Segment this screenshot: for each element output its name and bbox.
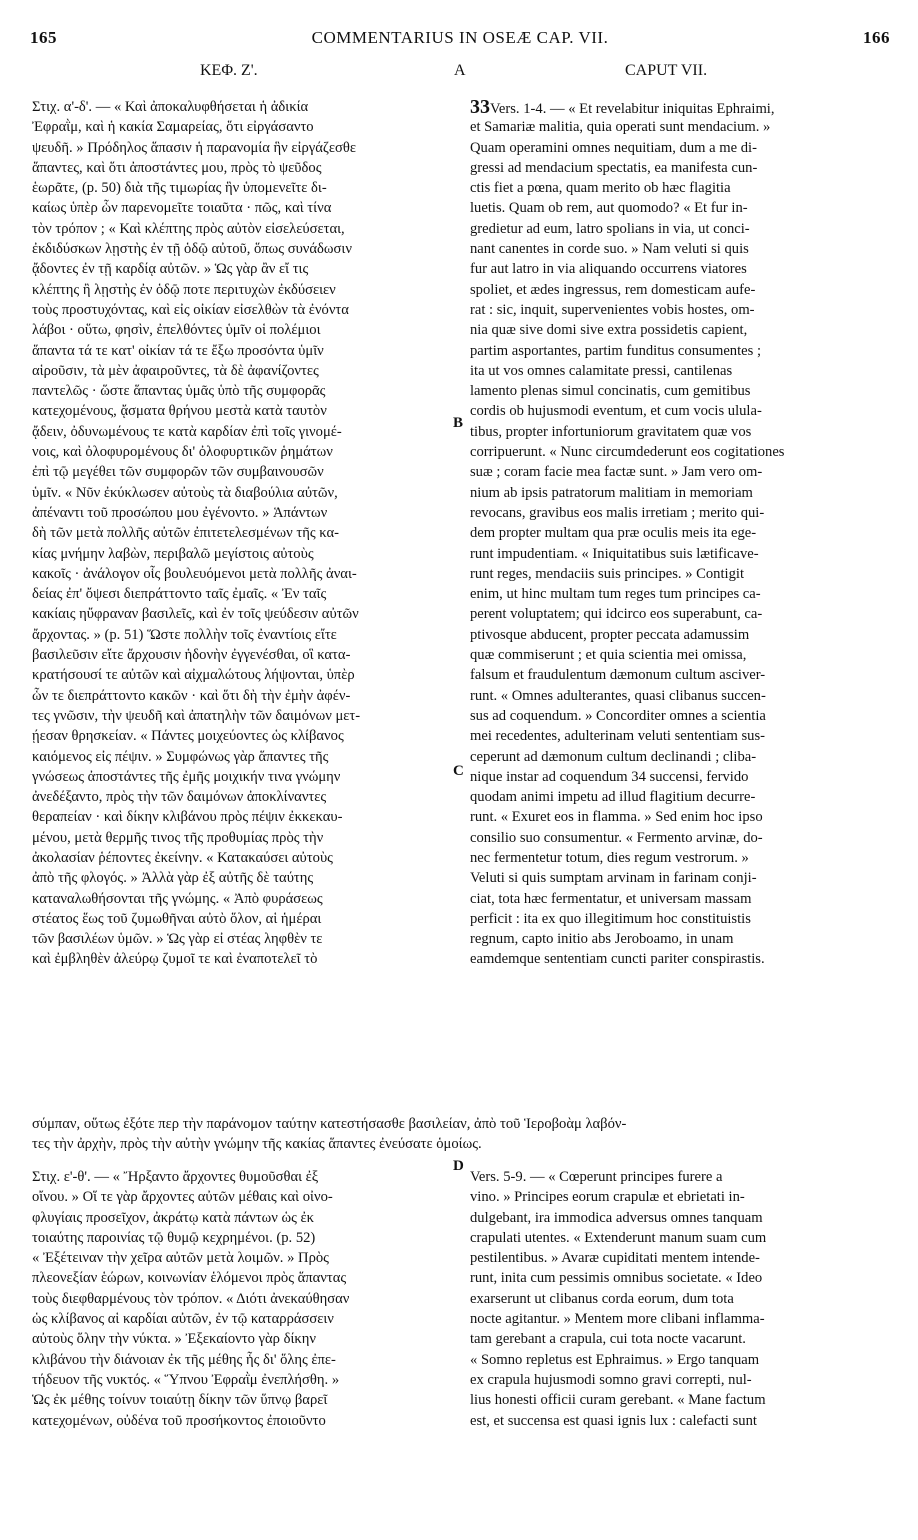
latin-text-line: sus ad coquendum. » Concorditer omnes a scientia (470, 707, 766, 724)
latin-text-line: Quam operamini omnes nequitiam, dum a me di- (470, 139, 757, 156)
latin-text-line: regnum, capto initio abs Jeroboamo, in unam (470, 931, 734, 948)
latin-text-line: runt reges, mendaciis suis principes. » Contigit (470, 565, 744, 582)
greek-text-line: οἴνου. » Οἵ τε γὰρ ἄρχοντες αὐτῶν μέθαις καὶ οἰνο- (32, 1189, 333, 1206)
greek-text-line: ἐπὶ τῷ μεγέθει τῶν συμφορῶν τῶν συμβαινουσῶν (32, 464, 324, 481)
greek-text-line: ψευδῆ. » Πρόδηλος ἅπασιν ἡ παρανομία ἣν εἰργάζεσθε (32, 139, 356, 156)
latin-text-line: runt. « Exuret eos in flamma. » Sed enim hoc ipso (470, 809, 763, 826)
greek-text-line: ᾄδειν, ὀδυνωμένους τε κατὰ καρδίαν ἐπὶ τοῖς γινομέ- (32, 423, 342, 440)
latin-text-line: runt. « Omnes adulterantes, quasi clibanus succen- (470, 687, 766, 704)
greek-text-line: ᾄδοντες ἐν τῇ καρδίᾳ αὐτῶν. » Ὡς γὰρ ἂν εἴ τις (32, 261, 309, 278)
greek-text-line: Ἐφραῒμ, καὶ ἡ κακία Σαμαρείας, ὅτι εἰργάσαντο (32, 119, 314, 136)
latin-text-line: est, et succensa est quasi ignis lux : calefacti sunt (470, 1412, 757, 1429)
running-head (30, 28, 890, 52)
latin-text-line: dem propter multam qua præ oculis meis ita ege- (470, 525, 757, 542)
margin-letter-a: A (454, 62, 466, 79)
latin-text-line: Veluti si quis sumptam arvinam in farinam conji- (470, 870, 757, 887)
greek-text-line: τες γνῶσιν, τὴν ψευδῆ καὶ ἀπατηλὴν τῶν δαιμόνων μετ- (32, 707, 361, 724)
greek-text-line: τοὺς διεφθαρμένους τὸν τρόπον. « Διότι ἀνεκαύθησαν (32, 1290, 350, 1307)
latin-text-line: enim, ut hinc multam tum reges tum principes ca- (470, 586, 761, 603)
greek-text-line: θεραπείαν · καὶ δίκην κλιβάνου πρὸς πέψιν ἐκκεκαυ- (32, 809, 343, 826)
greek-text-line: ῄεσαν θρησκείαν. « Πάντες μοιχεύοντες ὡς κλίβανος (32, 728, 344, 745)
latin-text-line: dulgebant, ira immodica adversus omnes tanquam (470, 1209, 763, 1226)
latin-text-line: nec fermentetur totum, dies regum vestrorum. » (470, 849, 749, 866)
latin-text-line: fur aut latro in via aliquando occurrens viatores (470, 261, 747, 278)
greek-text-line: καὶ ἐμβληθὲν ἀλεύρῳ ζυμοῖ τε καὶ ἐναποτελεῖ τὸ (32, 951, 318, 968)
margin-letter-b: B (453, 415, 464, 431)
margin-letter-d: D (453, 1158, 464, 1174)
greek-text-line: δὴ τῶν μετὰ πολλῆς αὐτῶν ἐπιτετελεσμένων τῆς κα- (32, 525, 339, 542)
latin-text-line: pestilentibus. » Avaræ cupiditati mentem intende- (470, 1250, 760, 1267)
latin-text-line: vino. » Principes eorum crapulæ et ebrietati in- (470, 1189, 745, 1206)
greek-text-line: τήδευον τῆς νυκτός. « Ὕπνου Ἐφραῒμ ἐνεπλήσθη. » (32, 1371, 340, 1388)
latin-text-line: nocte agitantur. » Mentem more clibani inflamma- (470, 1311, 765, 1328)
greek-text-line: κακοῖς · ἀνάλογον οἷς βουλευόμενοι μετὰ πολλῆς ἀναι- (32, 565, 357, 582)
latin-text-line: ciat, tota hæc fermentatur, et universam massam (470, 890, 752, 907)
greek-text-line: ἀκολασίαν ῥέποντες ἐκείνην. « Κατακαύσει αὐτοὺς (32, 849, 333, 866)
latin-text-line: suæ ; coram facie mea factæ sunt. » Jam vero om- (470, 464, 763, 481)
greek-text-line: παντελῶς · ὥστε ἅπαντας ὑμᾶς ὑπὸ τῆς συμφορᾶς (32, 383, 326, 400)
latin-text-line: revocans, gravibus eos malis irretiam ; merito qui- (470, 504, 765, 521)
greek-text-line: κίας μνήμην λαβὼν, περιβαλῶ μεγίστοις αὐτοὺς (32, 545, 314, 562)
greek-text-line: κρατήσουσί τε αὐτῶν καὶ αἰχμαλώτους λήψονται, ὑπὲρ (32, 667, 355, 684)
latin-column-section-1 (470, 97, 882, 970)
greek-text-line: τοὺς προστυχόντας, καὶ εἰς οἰκίαν εἰσελθὼν τὰ ἐνόντα (32, 301, 349, 318)
greek-text-line: ὑμῖν. « Νῦν ἐκύκλωσεν αὐτοὺς τὰ διαβούλια αὐτῶν, (32, 484, 338, 501)
latin-text-line: spoliet, et ædes ingressus, rem domesticam aufe- (470, 281, 756, 298)
latin-text-line: ita ut vos omnes calamitate pressi, cantilenas (470, 362, 733, 379)
latin-text-line: quæ commiserunt ; et quia scientia mei omissa, (470, 647, 747, 664)
latin-text-line: ctis fiet a pœna, quam merito ob hæc flagitia (470, 180, 731, 197)
latin-text-line: nant canentes in corde suo. » Nam veluti si quis (470, 241, 749, 258)
latin-text-line: « Somno repletus est Ephraimus. » Ergo tanquam (470, 1351, 760, 1368)
greek-text-line: καταναλωθήσονται τῆς γνώμης. « Ἀπὸ φυράσεως (32, 890, 323, 907)
page-number-right: 166 (863, 28, 890, 47)
greek-column-section-1 (32, 97, 450, 970)
latin-text-line: nium ab ipsis patratorum malitiam in memoriam (470, 484, 753, 501)
greek-text-line: γνώσεως ἀποστάντες τῆς ἐμῆς μοιχικήν τινα γνώμην (32, 768, 341, 785)
full-width-greek-lines (32, 1114, 892, 1155)
latin-text-line: perficit : ita ex quo illegitimum hoc constituistis (470, 910, 751, 927)
greek-text-line: ἀπέναντι τοῦ προσώπου μου ἐγένοντο. » Ἁπάντων (32, 504, 328, 521)
column-number: 33 (470, 97, 490, 118)
latin-text-line: perent voluptatem; qui idcirco eos superabunt, ca- (470, 606, 763, 623)
greek-text-line: ὧν τε διεπράττοντο κακῶν · καὶ ὅτι δὴ τὴν ἐμὴν ἀφέν- (32, 687, 351, 704)
running-title: COMMENTARIUS IN OSEÆ CAP. VII. (311, 28, 609, 47)
latin-text-line: luetis. Quam ob rem, aut quomodo? « Et fur in- (470, 200, 748, 217)
greek-column-section-2 (32, 1167, 450, 1431)
greek-text-line: ἅπαντα τά τε κατ' οἰκίαν τά τε ἔξω προσόντα ὑμῖν (32, 342, 324, 359)
latin-text-line: et Samariæ malitia, quia operati sunt mendacium. » (470, 119, 771, 136)
latin-text-line: nique instar ad coquendum 34 succensi, fervido (470, 768, 749, 785)
latin-text-line: consilio suo consumentur. « Fermento arvinæ, do- (470, 829, 763, 846)
greek-text-line: ἀνεδέξαντο, πρὸς τὴν τῶν δαιμόνων ἀποκλίναντες (32, 789, 327, 806)
latin-text-line: gressi ad mendacium spectatis, ea manifesta cun- (470, 159, 758, 176)
full-width-text-line: σύμπαν, οὕτως ἐξότε περ τὴν παράνομον ταύτην κατεστήσασθε βασιλείαν, ἀπὸ τοῦ Ἱεροβοὰμ λαβόν- (32, 1116, 627, 1132)
latin-chapter-heading: CAPUT VII. (625, 62, 708, 79)
latin-text-line: eamdemque sententiam cuncti pariter conspirastis. (470, 951, 765, 968)
greek-text-line: καιόμενος εἰς πέψιν. » Συμφώνως γὰρ ἅπαντες τῆς (32, 748, 329, 765)
full-width-text-line: τες τὴν ἀρχὴν, πρὸς τὴν αὐτὴν γνώμην τῆς κακίας ἅπαντες ἐνεύσατε ὁμοίως. (32, 1136, 482, 1153)
greek-text-line: ἅπαντες, καὶ ὅτι ἀποστάντες μου, πρὸς τὸ ψεῦδος (32, 159, 322, 176)
greek-text-line: φλυγίαις προσεῖχον, ἀκράτῳ κατὰ πάντων ὡς ἐκ (32, 1209, 314, 1226)
latin-text-line: gredietur ad eum, latro spolians in via, ut conci- (470, 220, 750, 237)
greek-text-line: ἐκδιδύσκων λῃστὴς ἐν τῇ ὁδῷ αὐτοῦ, ὅπως συνάδωσιν (32, 241, 352, 258)
latin-text-line: exarserunt ut clibanus corda eorum, dum tota (470, 1290, 734, 1307)
greek-text-line: αἱροῦσιν, τὰ μὲν ἀφαιροῦντες, τὰ δὲ ἀφανίζοντες (32, 362, 319, 379)
greek-text-line: Στιχ. α'-δ'. — « Καὶ ἀποκαλυφθήσεται ἡ ἀδικία (32, 99, 309, 115)
greek-text-line: τῶν βασιλέων ὑμῶν. » Ὡς γὰρ εἰ στέας ληφθὲν τε (32, 931, 323, 948)
greek-text-line: κλιβάνου τὴν διάνοιαν ἐκ τῆς μέθης ἧς δι' ὅλης ἐπε- (32, 1351, 336, 1368)
greek-text-line: τὸν τρόπον ; « Καὶ κλέπτης πρὸς αὐτὸν εἰσελεύσεται, (32, 220, 345, 237)
greek-text-line: δείας ἐπ' ὄψεσι διεπράττοντο ταῖς ἐμαῖς. « Ἐν ταῖς (32, 586, 327, 603)
latin-text-line: cordis ob hujusmodi eventum, et cum vocis ulula- (470, 403, 762, 420)
latin-text-line: mei recedentes, adulterinam veluti sententiam sus- (470, 728, 766, 745)
latin-text-line: 33Vers. 1-4. — « Et revelabitur iniquitas Ephraimi, (470, 97, 775, 118)
greek-chapter-heading: ΚΕΦ. Ζ'. (200, 62, 258, 79)
latin-column-section-2 (470, 1167, 882, 1431)
latin-text-line: ex crapula hujusmodi somno gravi correpti, nul- (470, 1371, 752, 1388)
latin-text-line: Vers. 5-9. — « Cœperunt principes furere a (470, 1169, 723, 1185)
greek-text-line: πλεονεξίαν ἑώρων, κοινωνίαν ἑλόμενοι πρὸς ἅπαντας (32, 1270, 347, 1287)
latin-text-line: nia quæ sive domi sive extra possidetis capient, (470, 322, 748, 339)
page-number-left: 165 (30, 28, 57, 47)
latin-text-line: lius honesti officii curam gerebant. « Mane factum (470, 1392, 766, 1409)
greek-text-line: Ὡς ἐκ μέθης τοίνυν τοιαύτῃ δίκην τῶν ὕπνῳ βαρεῖ (32, 1392, 328, 1409)
greek-text-line: κακίαις ηὔφραναν βασιλεῖς, καὶ ἐν τοῖς ψεύδεσιν αὐτῶν (32, 606, 359, 623)
greek-text-line: τοιαύτης παροινίας τῷ θυμῷ κεχρημένοι. (p. 52) (32, 1229, 316, 1246)
latin-text-line: ptivosque abducent, propter peccata adamussim (470, 626, 750, 643)
latin-text-line: corripuerunt. « Nunc circumdederunt eos cogitationes (470, 444, 785, 461)
greek-text-line: λάβοι · οὕτω, φησὶν, ἐπελθόντες ὑμῖν οἱ πολέμιοι (32, 322, 321, 339)
latin-text-line: partim asportantes, partim funditus consumentes ; (470, 342, 762, 359)
greek-text-line: κατεχομένους, ᾄσματα θρήνου μεστὰ κατὰ ταυτὸν (32, 403, 327, 420)
latin-text-line: ceperunt ad dæmonum cultum declinandi ; cliba- (470, 748, 757, 765)
greek-text-line: μένου, μετὰ θερμῆς τινος τῆς προθυμίας πρὸς τὴν (32, 829, 324, 846)
latin-text-line: rat : sic, inquit, supervenientes vobis hostes, om- (470, 301, 755, 318)
latin-text-line: runt, inita cum pessimis omnibus societate. « Ideo (470, 1270, 763, 1287)
greek-text-line: κλέπτης ἢ λῃστὴς ἐν ὁδῷ ποτε περιτυχὼν ἐκδύσειεν (32, 281, 336, 298)
latin-text-line: quodam animi impetu ad illud flagitium decurre- (470, 789, 756, 806)
latin-text-line: falsum et fraudulentum dæmonum cultum asciver- (470, 667, 766, 684)
margin-letter-c: C (453, 763, 464, 779)
greek-text-line: « Ἐξέτειναν τὴν χεῖρα αὐτῶν μετὰ λοιμῶν. » Πρὸς (32, 1250, 329, 1267)
latin-text-line: crapulati utentes. « Extenderunt manum suam cum (470, 1229, 767, 1246)
greek-text-line: καίως ὑπὲρ ὧν παρενομεῖτε τοιαῦτα · πῶς, καὶ τίνα (32, 200, 332, 217)
latin-text-line: tibus, propter infortuniorum gravitatem quæ vos (470, 423, 752, 440)
latin-text-line: runt impudentiam. « Iniquitatibus suis lætificave- (470, 545, 759, 562)
latin-text-line: tam gerebant a crapula, cui tota nocte vacarunt. (470, 1331, 746, 1348)
greek-text-line: ἑωρᾶτε, (p. 50) διὰ τῆς τιμωρίας ἣν ὑπομενεῖτε δι- (32, 180, 327, 197)
greek-text-line: βασιλεῦσιν εἴτε ἄρχουσιν ἡδονὴν ἐγγενέσθαι, οἳ κατα- (32, 647, 351, 664)
greek-text-line: νοις, καὶ ὀλοφυρομένους δι' ὀλοφυρτικῶν ῥημάτων (32, 444, 333, 461)
greek-text-line: κατεχομένων, οὐδένα τοῦ προσήκοντος ἐποιοῦντο (32, 1412, 326, 1429)
latin-text-line: lamento plenas simul concinatis, cum gemitibus (470, 383, 751, 400)
greek-text-line: ὡς κλίβανος αἱ καρδίαι αὐτῶν, ἐν τῷ καταρράσσειν (32, 1311, 334, 1328)
greek-text-line: στέατος ἕως τοῦ ζυμωθῆναι αὐτὸ ὅλον, αἱ ἡμέραι (32, 910, 322, 927)
greek-text-line: αὐτοὺς ὅλην τὴν νύκτα. » Ἐξεκαίοντο γὰρ δίκην (32, 1331, 316, 1348)
greek-text-line: ἀπὸ τῆς φλογός. » Ἀλλὰ γὰρ ἐξ αὐτῆς δὲ ταύτης (32, 870, 314, 887)
chapter-headings (30, 62, 890, 84)
greek-text-line: ἄρχοντας. » (p. 51) Ὥστε πολλὴν τοῖς ἐναντίοις εἴτε (32, 626, 337, 643)
greek-text-line: Στιχ. ε'-θ'. — « Ἤρξαντο ἄρχοντες θυμοῦσθαι ἐξ (32, 1169, 319, 1185)
